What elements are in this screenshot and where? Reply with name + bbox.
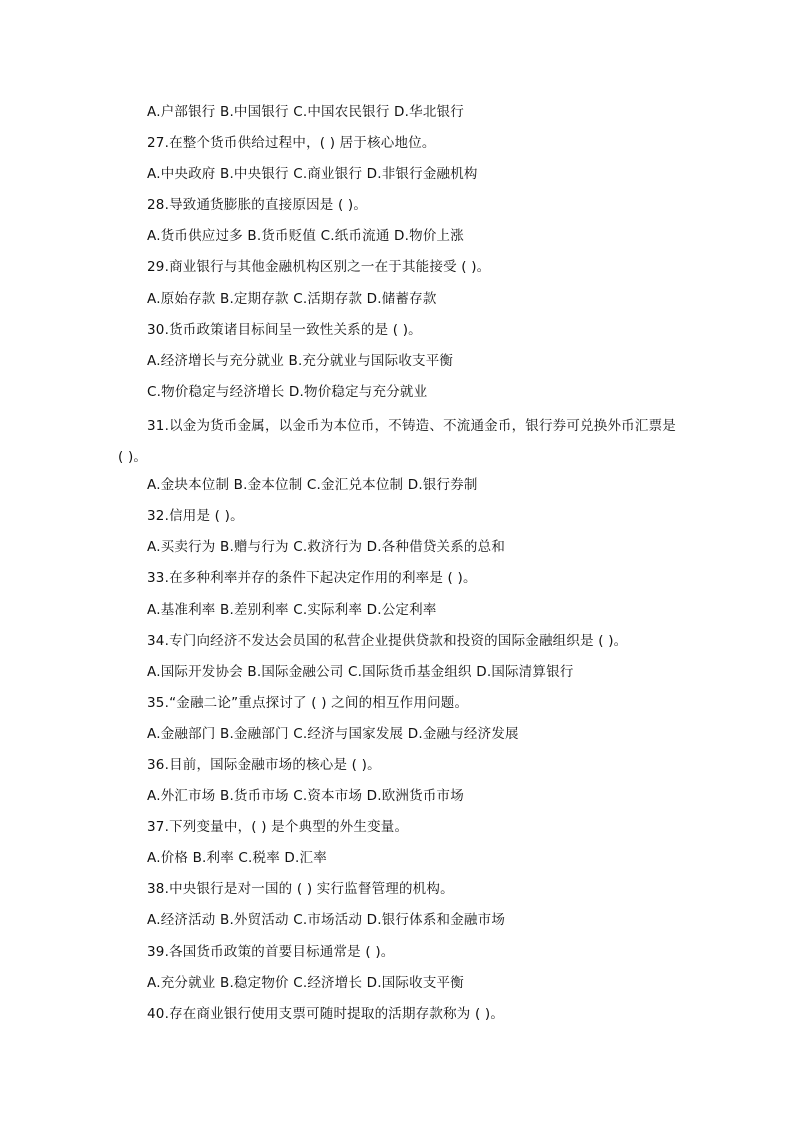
question-38: 38.中央银行是对一国的 ( ) 实行监督管理的机构。 <box>147 881 454 898</box>
option-line-q35: A.金融部门 B.金融部门 C.经济与国家发展 D.金融与经济发展 <box>147 725 519 742</box>
question-27: 27.在整个货币供给过程中，( ) 居于核心地位。 <box>147 135 436 152</box>
option-line-q29: A.原始存款 B.定期存款 C.活期存款 D.储蓄存款 <box>147 290 437 307</box>
question-30: 30.货币政策诸目标间呈一致性关系的是 ( )。 <box>147 321 422 338</box>
question-33: 33.在多种利率并存的条件下起决定作用的利率是 ( )。 <box>147 570 477 587</box>
option-line-q27: A.中央政府 B.中央银行 C.商业银行 D.非银行金融机构 <box>147 166 478 183</box>
question-32: 32.信用是 ( )。 <box>147 508 244 525</box>
option-line-q38: A.经济活动 B.外贸活动 C.市场活动 D.银行体系和金融市场 <box>147 912 506 929</box>
option-line-q37: A.价格 B.利率 C.税率 D.汇率 <box>147 850 327 867</box>
option-line-q33: A.基准利率 B.差别利率 C.实际利率 D.公定利率 <box>147 601 437 618</box>
option-line-q30-a: A.经济增长与充分就业 B.充分就业与国际收支平衡 <box>147 352 454 369</box>
question-40: 40.存在商业银行使用支票可随时提取的活期存款称为 ( )。 <box>147 1005 505 1022</box>
option-line-q26: A.户部银行 B.中国银行 C.中国农民银行 D.华北银行 <box>147 104 464 120</box>
question-29: 29.商业银行与其他金融机构区别之一在于其能接受 ( )。 <box>147 259 491 276</box>
question-35: 35.“金融二论”重点探讨了 ( ) 之间的相互作用问题。 <box>147 694 469 711</box>
option-line-q34: A.国际开发协会 B.国际金融公司 C.国际货币基金组织 D.国际清算银行 <box>147 663 574 680</box>
question-34: 34.专门向经济不发达会员国的私营企业提供贷款和投资的国际金融组织是 ( )。 <box>147 632 628 649</box>
question-37: 37.下列变量中，( ) 是个典型的外生变量。 <box>147 819 409 836</box>
question-36: 36.目前，国际金融市场的核心是 ( )。 <box>147 756 381 773</box>
question-39: 39.各国货币政策的首要目标通常是 ( )。 <box>147 943 395 960</box>
question-28: 28.导致通货膨胀的直接原因是 ( )。 <box>147 197 368 214</box>
option-line-q39: A.充分就业 B.稳定物价 C.经济增长 D.国际收支平衡 <box>147 974 464 991</box>
option-line-q28: A.货币供应过多 B.货币贬值 C.纸币流通 D.物价上涨 <box>147 228 464 245</box>
option-line-q30-b: C.物价稳定与经济增长 D.物价稳定与充分就业 <box>147 383 428 400</box>
option-line-q32: A.买卖行为 B.赠与行为 C.救济行为 D.各种借贷关系的总和 <box>147 539 506 556</box>
option-line-q31: A.金块本位制 B.金本位制 C.金汇兑本位制 D.银行券制 <box>147 477 478 494</box>
option-line-q36: A.外汇市场 B.货币市场 C.资本市场 D.欧洲货币市场 <box>147 788 464 805</box>
question-31: 31.以金为货币金属，以金币为本位币，不铸造、不流通金币，银行券可兑换外币汇票是 ( )。 <box>118 417 676 466</box>
document-body <box>118 100 678 1033</box>
